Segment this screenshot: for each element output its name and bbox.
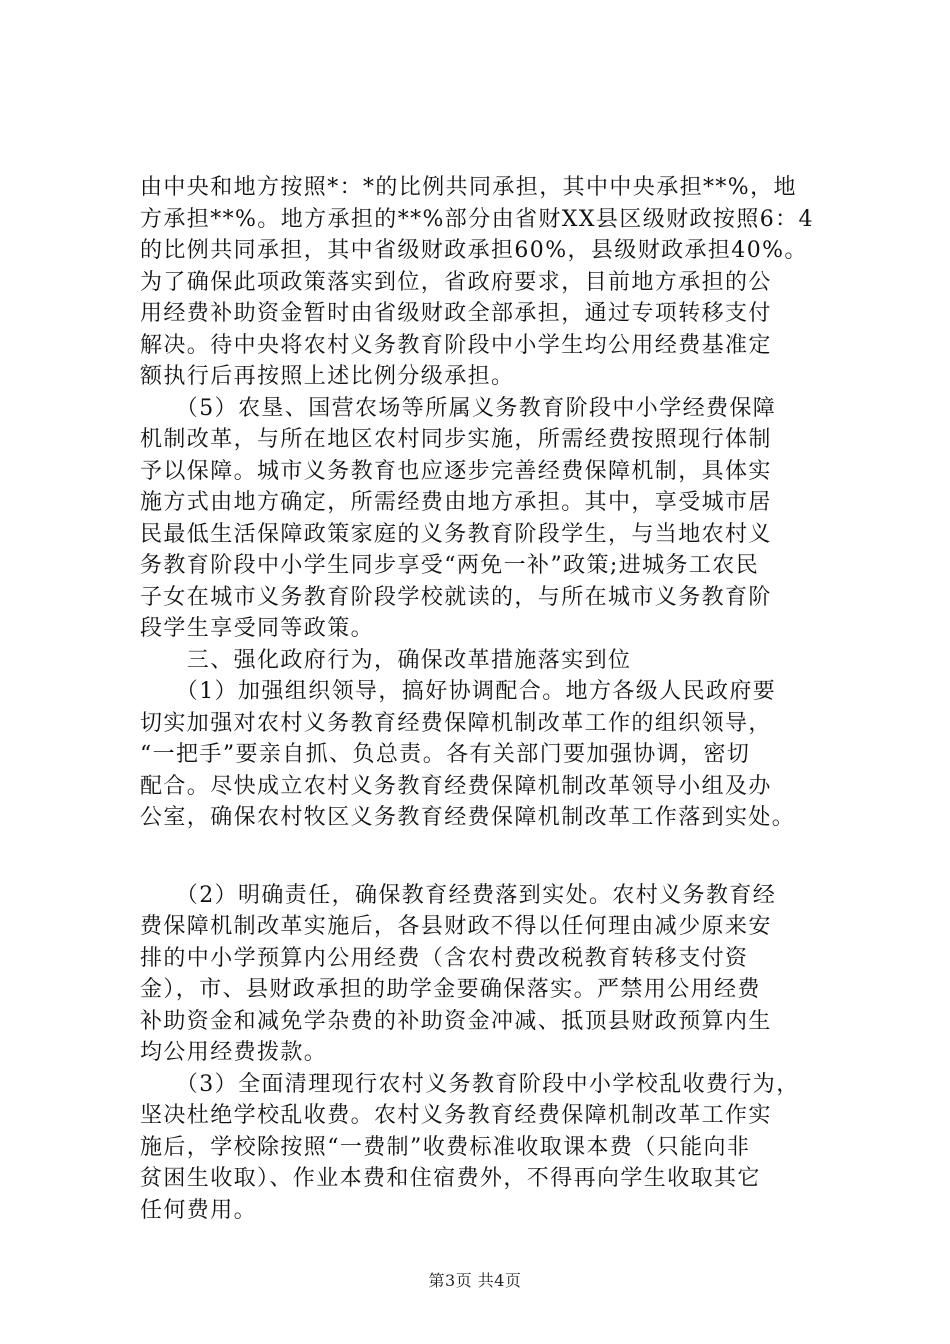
text-line: 子女在城市义务教育阶段学校就读的，与所在城市义务教育阶 <box>140 584 772 610</box>
text-line: 三、强化政府行为，确保改革措施落实到位 <box>140 647 632 673</box>
text-line: 补助资金和减免学杂费的补助资金冲减、抵顶县财政预算内生 <box>140 1008 772 1034</box>
text-line: 任何费用。 <box>140 1197 258 1223</box>
text-line: 方承担**%。地方承担的**%部分由省财XX县区级财政按照6：4 <box>140 206 814 232</box>
text-line: 予以保障。城市义务教育也应逐步完善经费保障机制，具体实 <box>140 458 772 484</box>
text-line: “一把手”要亲自抓、负总责。各有关部门要加强协调，密切 <box>140 742 751 767</box>
text-block-2 <box>140 880 860 1227</box>
text-line: 公室，确保农村牧区义务教育经费保障机制改革工作落到实处。 <box>140 805 796 830</box>
text-line: 均公用经费拨款。 <box>140 1040 328 1065</box>
text-line: 额执行后再按照上述比例分级承担。 <box>140 364 515 389</box>
text-block-1 <box>140 172 860 834</box>
text-line: 金），市、县财政承担的助学金要确保落实。严禁用公用经费 <box>140 977 761 1002</box>
text-line: （3）全面清理现行农村义务教育阶段中小学校乱收费行为， <box>140 1071 800 1097</box>
text-line: 由中央和地方按照*：*的比例共同承担，其中中央承担**%，地 <box>140 175 797 200</box>
text-line: 施后，学校除按照“一费制”收费标准收取课本费（只能向非 <box>140 1134 751 1160</box>
text-line: （2）明确责任，确保教育经费落到实处。农村义务教育经 <box>140 882 777 908</box>
paragraph-gap <box>140 834 860 880</box>
text-line: 排的中小学预算内公用经费（含农村费改税教育转移支付资 <box>140 945 749 971</box>
text-line: 贫困生收取）、作业本费和住宿费外，不得再向学生收取其它 <box>140 1166 761 1191</box>
text-line: （1）加强组织领导，搞好协调配合。地方各级人民政府要 <box>140 679 777 704</box>
text-line: 解决。待中央将农村义务教育阶段中小学生均公用经费基准定 <box>140 332 772 358</box>
body-text <box>140 172 860 1226</box>
text-line: 的比例共同承担，其中省级财政承担60%，县级财政承担40%。 <box>140 238 808 263</box>
text-line: 务教育阶段中小学生同步享受“两免一补”政策;进城务工农民 <box>140 553 760 578</box>
text-line: 为了确保此项政策落实到位，省政府要求，目前地方承担的公 <box>140 269 772 295</box>
text-line: 配合。尽快成立农村义务教育经费保障机制改革领导小组及办 <box>140 773 772 799</box>
text-line: 施方式由地方确定，所需经费由地方承担。其中，享受城市居 <box>140 490 772 515</box>
text-line: 切实加强对农村义务教育经费保障机制改革工作的组织领导， <box>140 710 772 736</box>
text-line: 机制改革，与所在地区农村同步实施，所需经费按照现行体制 <box>140 427 772 452</box>
text-line: 费保障机制改革实施后，各县财政不得以任何理由减少原来安 <box>140 914 772 939</box>
text-line: 段学生享受同等政策。 <box>140 616 375 641</box>
text-line: 民最低生活保障政策家庭的义务教育阶段学生，与当地农村义 <box>140 521 772 547</box>
text-line: （5）农垦、国营农场等所属义务教育阶段中小学经费保障 <box>140 395 777 421</box>
text-line: 坚决杜绝学校乱收费。农村义务教育经费保障机制改革工作实 <box>140 1103 772 1128</box>
page-footer: 第3页 共4页 <box>428 1271 522 1290</box>
text-line: 用经费补助资金暂时由省级财政全部承担，通过专项转移支付 <box>140 301 772 326</box>
